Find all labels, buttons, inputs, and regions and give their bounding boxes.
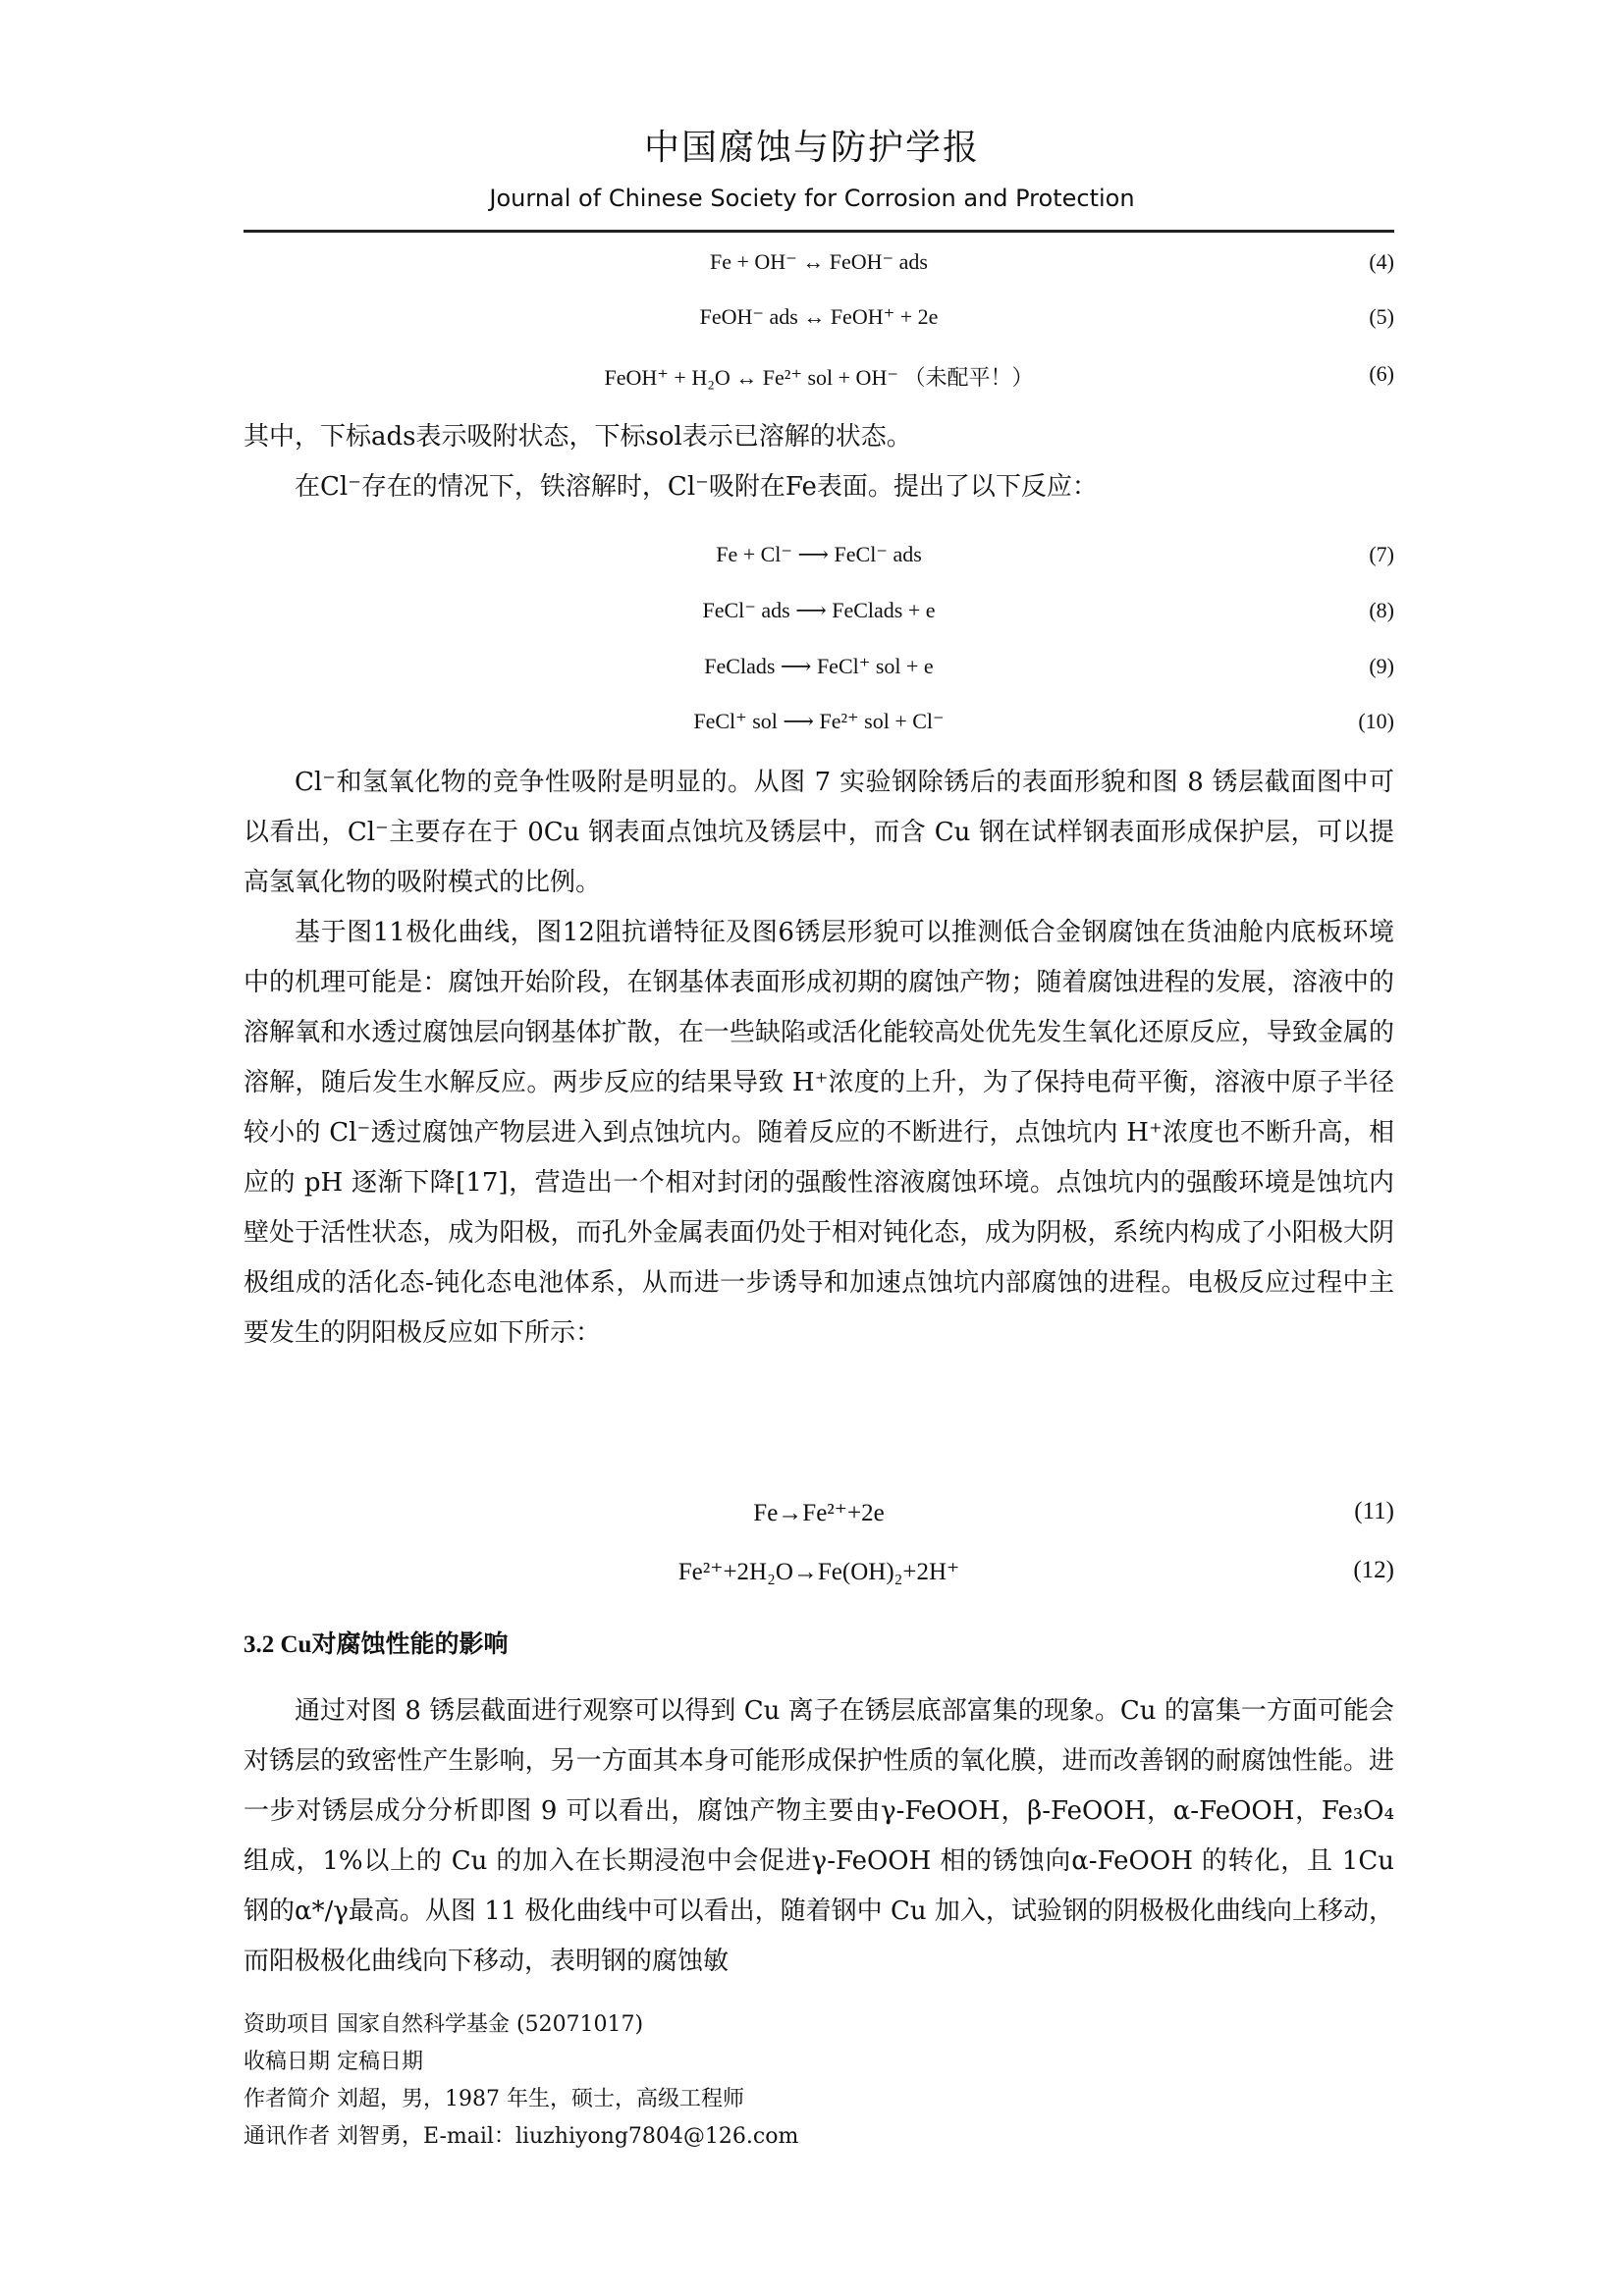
header-rule: [244, 230, 1394, 233]
equation-8: [244, 598, 1394, 633]
footnotes: [244, 2006, 1394, 2156]
footnote-correspondence: 通讯作者 刘智勇，E-mail：liuzhiyong7804@126.com: [244, 2124, 799, 2149]
body-text-block-2: [244, 758, 1394, 1359]
paragraph-cu-effect: 通过对图 8 锈层截面进行观察可以得到 Cu 离子在锈层底部富集的现象。Cu 的富集一方面可能会对锈层的致密性产生影响，另一方面其本身可能形成保护性质的氧化膜，进而改善钢的耐腐蚀性能。进一步对锈层成分分析即图 9 可以看出，腐蚀产物主要由γ-FeOOH，β-FeOOH，α-FeOOH，Fe₃O₄组成，1%以上的 Cu 的加入在长期浸泡中会促进γ-FeOOH 相的锈蚀向α-FeOOH 的转化，且 1Cu 钢的α*/γ最高。从图 11 极化曲线中可以看出，随着钢中 Cu 加入，试验钢的阴极极化曲线向上移动，而阳极极化曲线向下移动，表明钢的腐蚀敏: [244, 1696, 1394, 1976]
equation-formula: Fe→Fe²⁺+2e: [753, 1500, 885, 1526]
paragraph-competitive-adsorption: Cl⁻和氢氧化物的竞争性吸附是明显的。从图 7 实验钢除锈后的表面形貌和图 8 锈层截面图中可以看出，Cl⁻主要存在于 0Cu 钢表面点蚀坑及锈层中，而含 Cu 钢在试样钢表面形成保护层，可以提高氢氧化物的吸附模式的比例。: [244, 768, 1394, 897]
equation-formula: FeOH⁺ + H₂O ↔ Fe²⁺ sol + OH⁻ （未配平！）: [604, 365, 1034, 390]
equation-11: [244, 1498, 1394, 1533]
equation-10: [244, 709, 1394, 744]
text-subscript-note: 其中，下标ads表示吸附状态，下标sol表示已溶解的状态。: [244, 422, 912, 452]
equation-formula: FeCl⁻ ads ⟶ FeClads + e: [702, 598, 936, 622]
footnote-funding: 资助项目 国家自然科学基金 (52071017): [244, 2012, 644, 2037]
section-heading: 3.2 Cu对腐蚀性能的影响: [244, 1631, 509, 1658]
equation-number: (5): [1369, 304, 1394, 329]
equation-number: (9): [1369, 654, 1394, 678]
equation-7: [244, 542, 1394, 577]
equation-number: (11): [1354, 1498, 1394, 1524]
equation-5: [244, 304, 1394, 340]
equation-number: (7): [1369, 542, 1394, 566]
equation-number: (8): [1369, 598, 1394, 622]
text-cl-intro: 在Cl⁻存在的情况下，铁溶解时，Cl⁻吸附在Fe表面。提出了以下反应：: [295, 472, 1098, 502]
equation-number: (12): [1353, 1557, 1394, 1583]
equation-formula: Fe + OH⁻ ↔ FeOH⁻ ads: [709, 249, 928, 274]
equation-6: [244, 361, 1394, 397]
equation-formula: Fe²⁺+2H₂O→Fe(OH)₂+2H⁺: [677, 1559, 960, 1585]
paragraph-mechanism: 基于图11极化曲线，图12阻抗谱特征及图6锈层形貌可以推测低合金钢腐蚀在货油舱内底板环境中的机理可能是：腐蚀开始阶段，在钢基体表面形成初期的腐蚀产物；随着腐蚀进程的发展，溶液中的溶解氧和水透过腐蚀层向钢基体扩散，在一些缺陷或活化能较高处优先发生氧化还原反应，导致金属的溶解，随后发生水解反应。两步反应的结果导致 H⁺浓度的上升，为了保持电荷平衡，溶液中原子半径较小的 Cl⁻透过腐蚀产物层进入到点蚀坑内。随着反应的不断进行，点蚀坑内 H⁺浓度也不断升高，相应的 pH 逐渐下降[17]，营造出一个相对封闭的强酸性溶液腐蚀环境。点蚀坑内的强酸环境是蚀坑内壁处于活性状态，成为阳极，而孔外金属表面仍处于相对钝化态，成为阴极，系统内构成了小阳极大阴极组成的活化态-钝化态电池体系，从而进一步诱导和加速点蚀坑内部腐蚀的进程。电极反应过程中主要发生的阴阳极反应如下所示：: [244, 918, 1394, 1348]
equation-formula: Fe + Cl⁻ ⟶ FeCl⁻ ads: [716, 542, 922, 566]
footnote-author: 作者简介 刘超，男，1987 年生，硕士，高级工程师: [244, 2087, 744, 2111]
equation-formula: FeClads ⟶ FeCl⁺ sol + e: [704, 654, 934, 678]
body-text-block-1: [244, 412, 1394, 512]
equation-12: [244, 1557, 1394, 1592]
equation-9: [244, 654, 1394, 689]
equation-number: (4): [1369, 249, 1394, 274]
body-text-block-3: [244, 1686, 1394, 1987]
journal-title-cn: 中国腐蚀与防护学报: [643, 128, 980, 168]
footnote-dates: 收稿日期 定稿日期: [244, 2050, 423, 2074]
equation-number: (6): [1369, 361, 1394, 386]
equation-number: (10): [1358, 709, 1394, 733]
journal-title-en: Journal of Chinese Society for Corrosion and Protection: [489, 185, 1135, 212]
equation-formula: FeCl⁺ sol ⟶ Fe²⁺ sol + Cl⁻: [693, 709, 945, 733]
equation-4: [244, 249, 1394, 285]
equation-formula: FeOH⁻ ads ↔ FeOH⁺ + 2e: [699, 304, 939, 329]
